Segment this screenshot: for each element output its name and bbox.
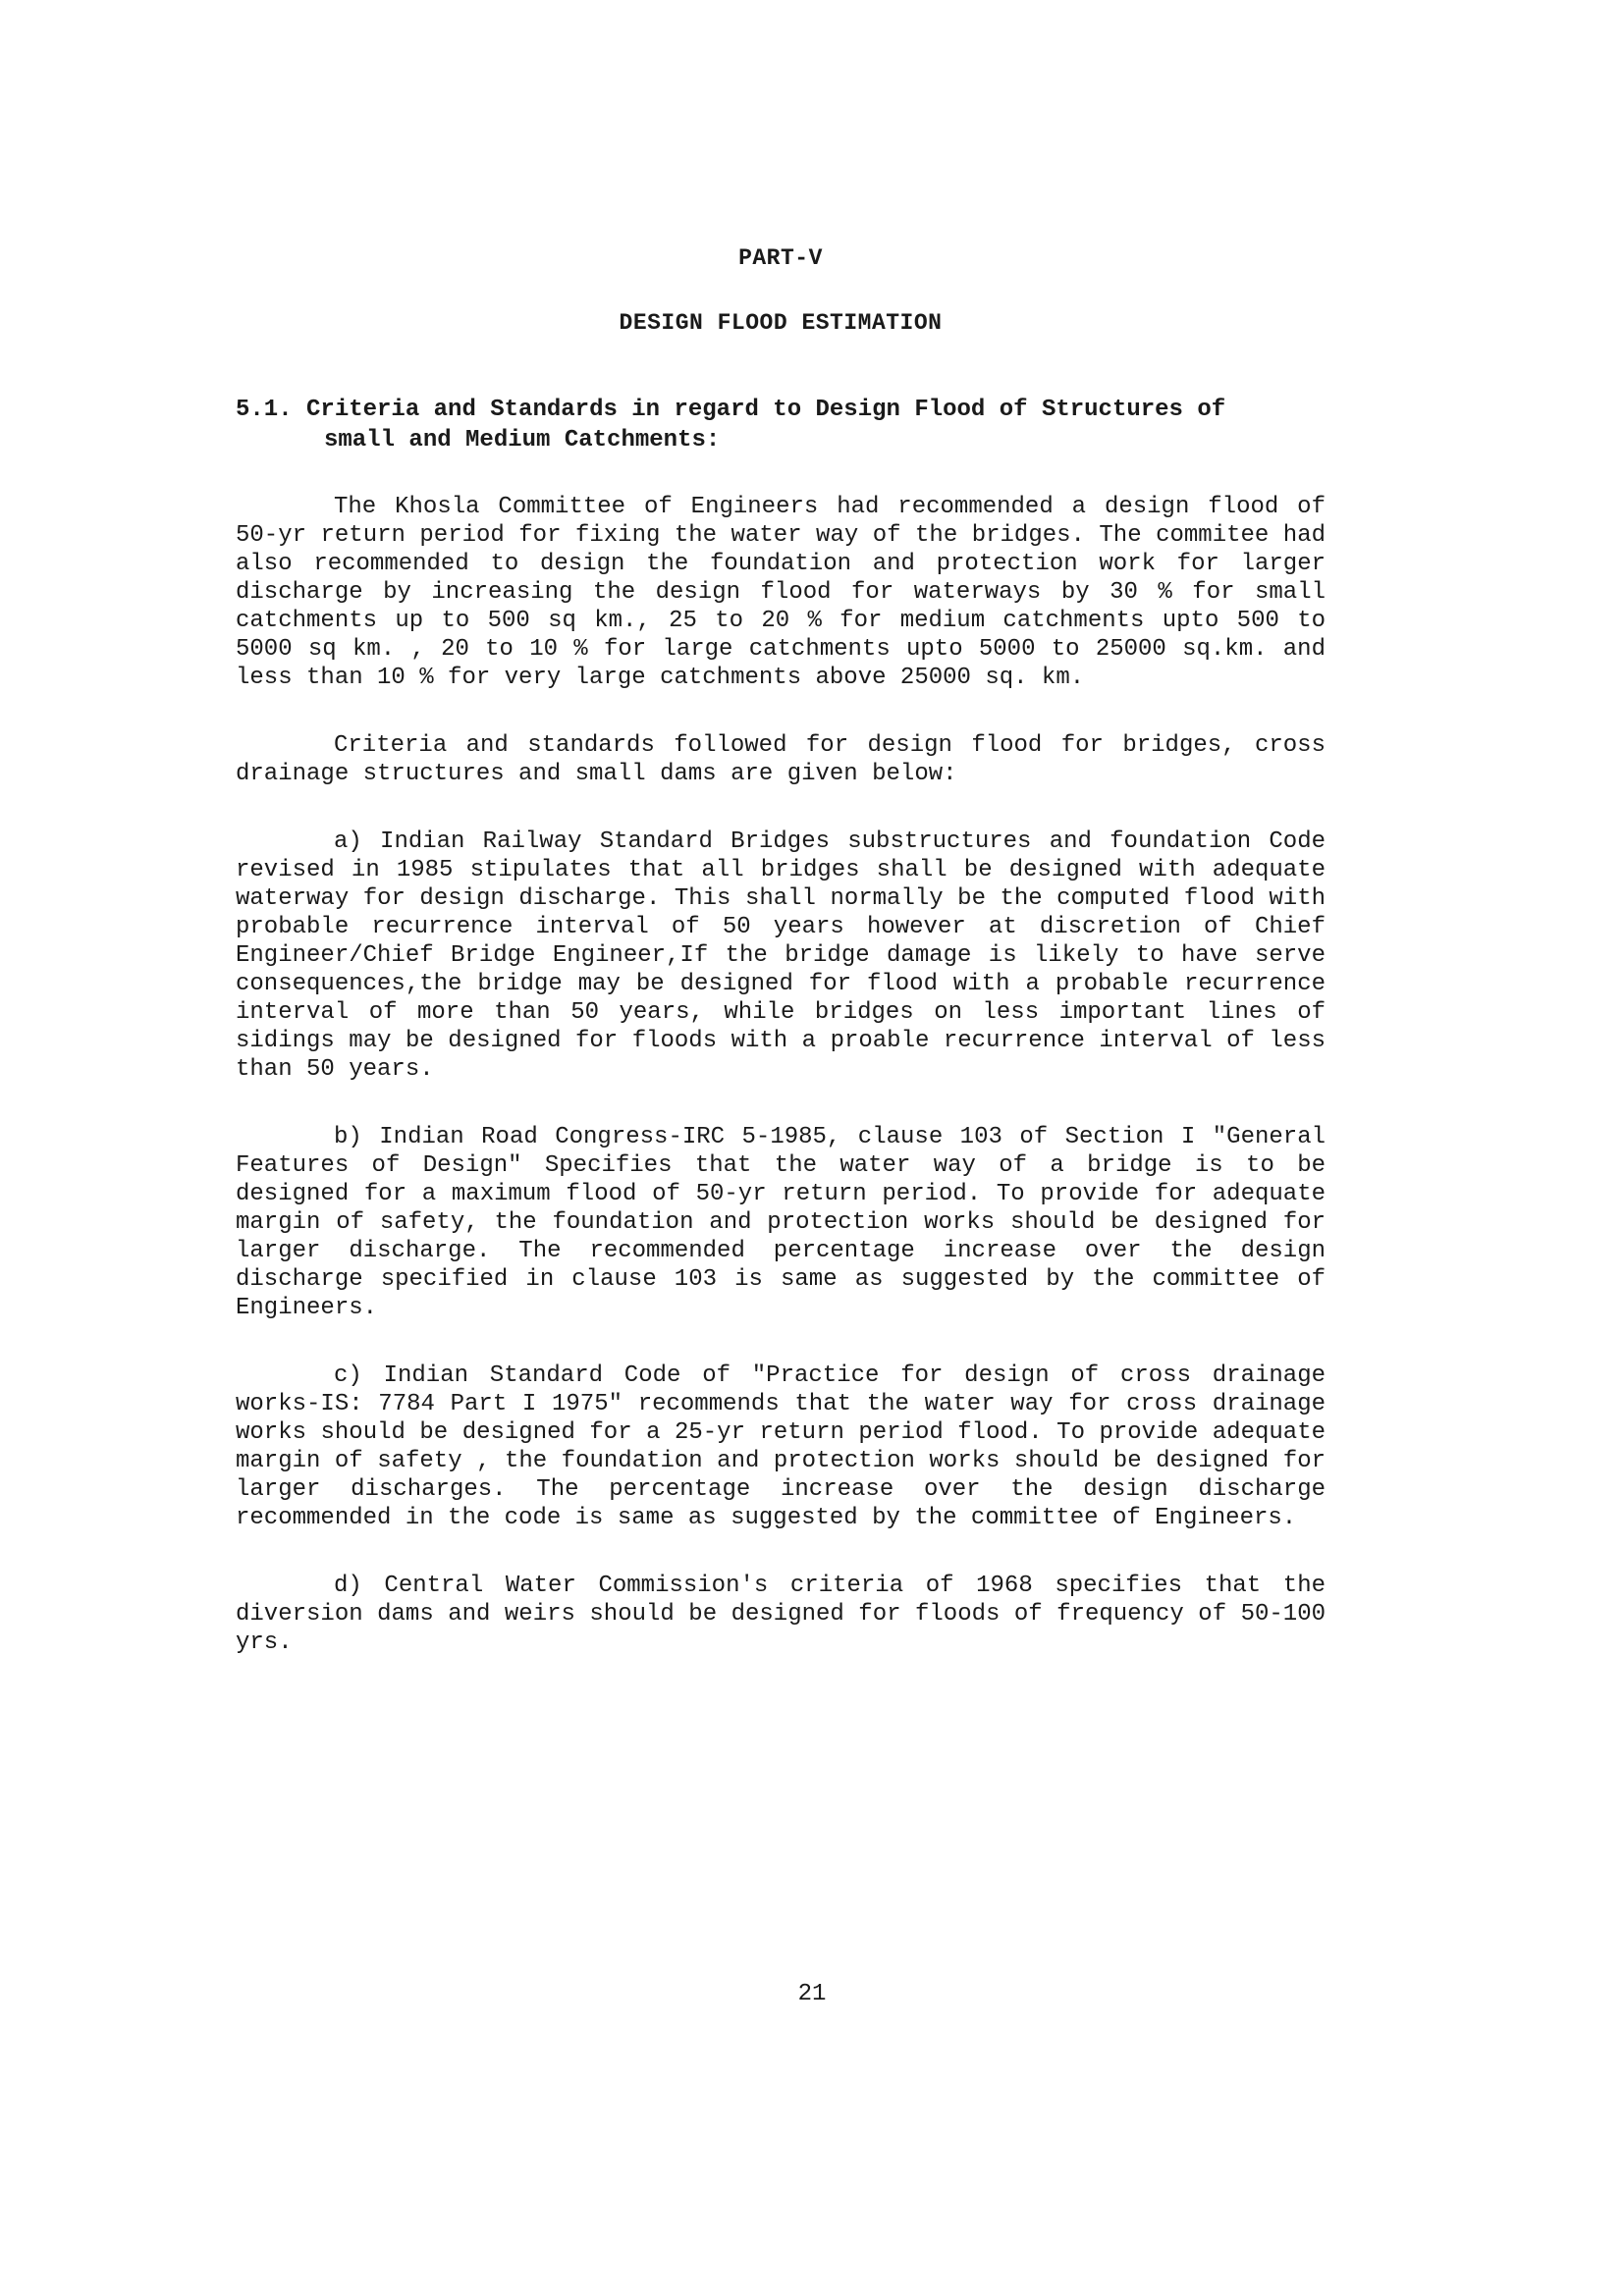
page-number: 21: [797, 1981, 827, 2007]
paragraph-indian-standard-code: c) Indian Standard Code of "Practice for design of cross drainage works-IS: 7784 Part I 1975" recommends that the water way for cross drainage works should be designed for a 25-yr return period flood. To provide adequate margin of safety , the foundation and protection works should be designed for larger discharges. The percentage increase over the design discharge recommended in the code is same as suggested by the committee of Engineers.: [236, 1362, 1326, 1531]
document-page: [236, 245, 1326, 1696]
paragraph-khosla-committee: The Khosla Committee of Engineers had recommended a design flood of 50-yr return period for fixing the water way of the bridges. The commitee had also recommended to design the foundation and protection work for larger discharge by increasing the design flood for waterways by 30 % for small catchments up to 500 sq km., 25 to 20 % for medium catchments upto 500 to 5000 sq km. , 20 to 10 % for large catchments upto 5000 to 25000 sq.km. and less than 10 % for very large catchments above 25000 sq. km.: [236, 494, 1326, 691]
paragraph-criteria-intro: Criteria and standards followed for design flood for bridges, cross drainage structures and small dams are given below:: [236, 732, 1326, 787]
section-number: 5.1.: [236, 397, 293, 423]
document-title: DESIGN FLOOD ESTIMATION: [619, 310, 943, 336]
paragraph-road-congress: b) Indian Road Congress-IRC 5-1985, clause 103 of Section I "General Features of Design" Specifies that the water way of a bridge is to be designed for a maximum flood of 50-yr return period. To provide for adequate margin of safety, the foundation and protection works should be designed for larger discharge. The recommended percentage increase over the design discharge specified in clause 103 is same as suggested by the committee of Engineers.: [236, 1124, 1326, 1321]
paragraph-cwc-criteria: d) Central Water Commission's criteria of 1968 specifies that the diversion dams and weirs should be designed for floods of frequency of 50-100 yrs.: [236, 1573, 1326, 1656]
section-title: Criteria and Standards in regard to Design Flood of Structures of small and Medium Catchments:: [306, 397, 1226, 454]
paragraph-railway-standard: a) Indian Railway Standard Bridges substructures and foundation Code revised in 1985 stipulates that all bridges shall be designed with adequate waterway for design discharge. This shall normally be the computed flood with probable recurrence interval of 50 years however at discretion of Chief Engineer/Chief Bridge Engineer,If the bridge damage is likely to have serve consequences,the bridge may be designed for flood with a probable recurrence interval of more than 50 years, while bridges on less important lines of sidings may be designed for floods with a proable recurrence interval of less than 50 years.: [236, 828, 1326, 1083]
section-heading: [236, 395, 1306, 455]
part-title: PART-V: [738, 245, 823, 271]
